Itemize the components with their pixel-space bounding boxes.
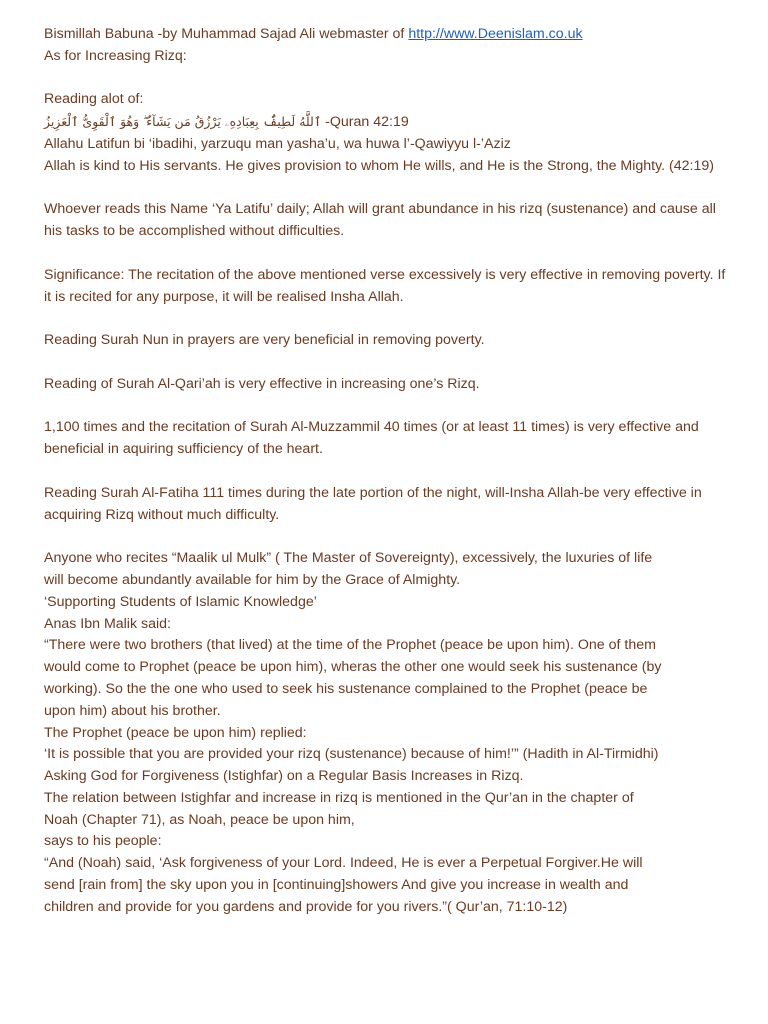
verse-translation: Allah is kind to His servants. He gives provision to whom He wills, and He is the Strong, the Mighty. (42:19) <box>44 157 714 174</box>
spacer <box>44 308 734 330</box>
document-body <box>44 24 734 919</box>
website-link[interactable]: http://www.Deenislam.co.uk <box>408 26 583 42</box>
hadith-reply: ‘It is possible that you are provided your rizq (sustenance) because of him!’” (Hadith in Al-Tirmidhi) <box>44 746 659 763</box>
arabic-verse: ٱللَّهُ لَطِيفٌۢ بِعِبَادِهِۦ يَرْزُقُ مَن يَشَآءُ ۖ وَهُوَ ٱلْقَوِىُّ ٱلْعَزِيزُ <box>44 114 322 130</box>
istighfar-heading: Asking God for Forgiveness (Istighfar) on a Regular Basis Increases in Rizq. <box>44 768 524 785</box>
hadith-line-2: would come to Prophet (peace be upon him), wheras the other one would seek his sustenance (by <box>44 659 662 676</box>
surah-nun-paragraph: Reading Surah Nun in prayers are very beneficial in removing poverty. <box>44 332 485 349</box>
byline-text: Bismillah Babuna -by Muhammad Sajad Ali webmaster of <box>44 26 409 42</box>
hadith-line-4: upon him) about his brother. <box>44 702 221 719</box>
muzzammil-paragraph: 1,100 times and the recitation of Surah Al-Muzzammil 40 times (or at least 11 times) is very effective and beneficial in aquiring sufficiency of the heart. <box>44 419 699 458</box>
spacer <box>44 352 734 374</box>
prophet-replied: The Prophet (peace be upon him) replied: <box>44 724 307 741</box>
says-to-people: says to his people: <box>44 833 162 850</box>
significance-paragraph: Significance: The recitation of the above mentioned verse excessively is very effective in removing poverty. If it is recited for any purpose, it will be realised Insha Allah. <box>44 266 726 305</box>
supporting-heading: ‘Supporting Students of Islamic Knowledge’ <box>44 593 317 610</box>
spacer <box>44 243 734 265</box>
spacer <box>44 396 734 418</box>
anas-attribution: Anas Ibn Malik said: <box>44 615 171 632</box>
spacer <box>44 178 734 200</box>
verse-intro: Reading alot of: <box>44 91 144 108</box>
byline <box>44 24 734 46</box>
noah-quote-line-1: “And (Noah) said, ‘Ask forgiveness of your Lord. Indeed, He is ever a Perpetual Forgiver.He will <box>44 855 643 872</box>
noah-quote-line-2: send [rain from] the sky upon you in [continuing]showers And give you increase in wealth and <box>44 877 629 894</box>
latifu-paragraph: Whoever reads this Name ‘Ya Latifu’ daily; Allah will grant abundance in his rizq (sustenance) and cause all his tasks to be accomplished without difficulties. <box>44 201 716 240</box>
verse-line <box>44 111 734 134</box>
mulk-line-2: will become abundantly available for him by the Grace of Almighty. <box>44 571 461 588</box>
spacer <box>44 461 734 483</box>
verse-transliteration: Allahu Latifun bi ‘ibadihi, yarzuqu man yasha’u, wa huwa l’-Qawiyyu l-’Aziz <box>44 135 511 152</box>
verse-reference: -Quran 42:19 <box>325 114 409 131</box>
fatiha-paragraph: Reading Surah Al-Fatiha 111 times during the late portion of the night, will-Insha Allah-be very effective in acquiring Rizq without much difficulty. <box>44 484 702 523</box>
hadith-line-3: working). So the the one who used to seek his sustenance complained to the Prophet (peace be <box>44 680 648 697</box>
spacer <box>44 68 734 90</box>
relation-line-1: The relation between Istighfar and increase in rizq is mentioned in the Qur’an in the chapter of <box>44 789 634 806</box>
noah-quote-line-3: children and provide for you gardens and provide for you rivers.”( Qur’an, 71:10-12) <box>44 898 568 915</box>
hadith-line-1: “There were two brothers (that lived) at the time of the Prophet (peace be upon him). One of them <box>44 637 656 654</box>
spacer <box>44 526 734 548</box>
section-subtitle: As for Increasing Rizq: <box>44 47 187 64</box>
mulk-line-1: Anyone who recites “Maalik ul Mulk” ( The Master of Sovereignty), excessively, the luxuries of life <box>44 550 653 567</box>
surah-qariah-paragraph: Reading of Surah Al-Qari’ah is very effective in increasing one’s Rizq. <box>44 375 480 392</box>
relation-line-2: Noah (Chapter 71), as Noah, peace be upon him, <box>44 811 355 828</box>
